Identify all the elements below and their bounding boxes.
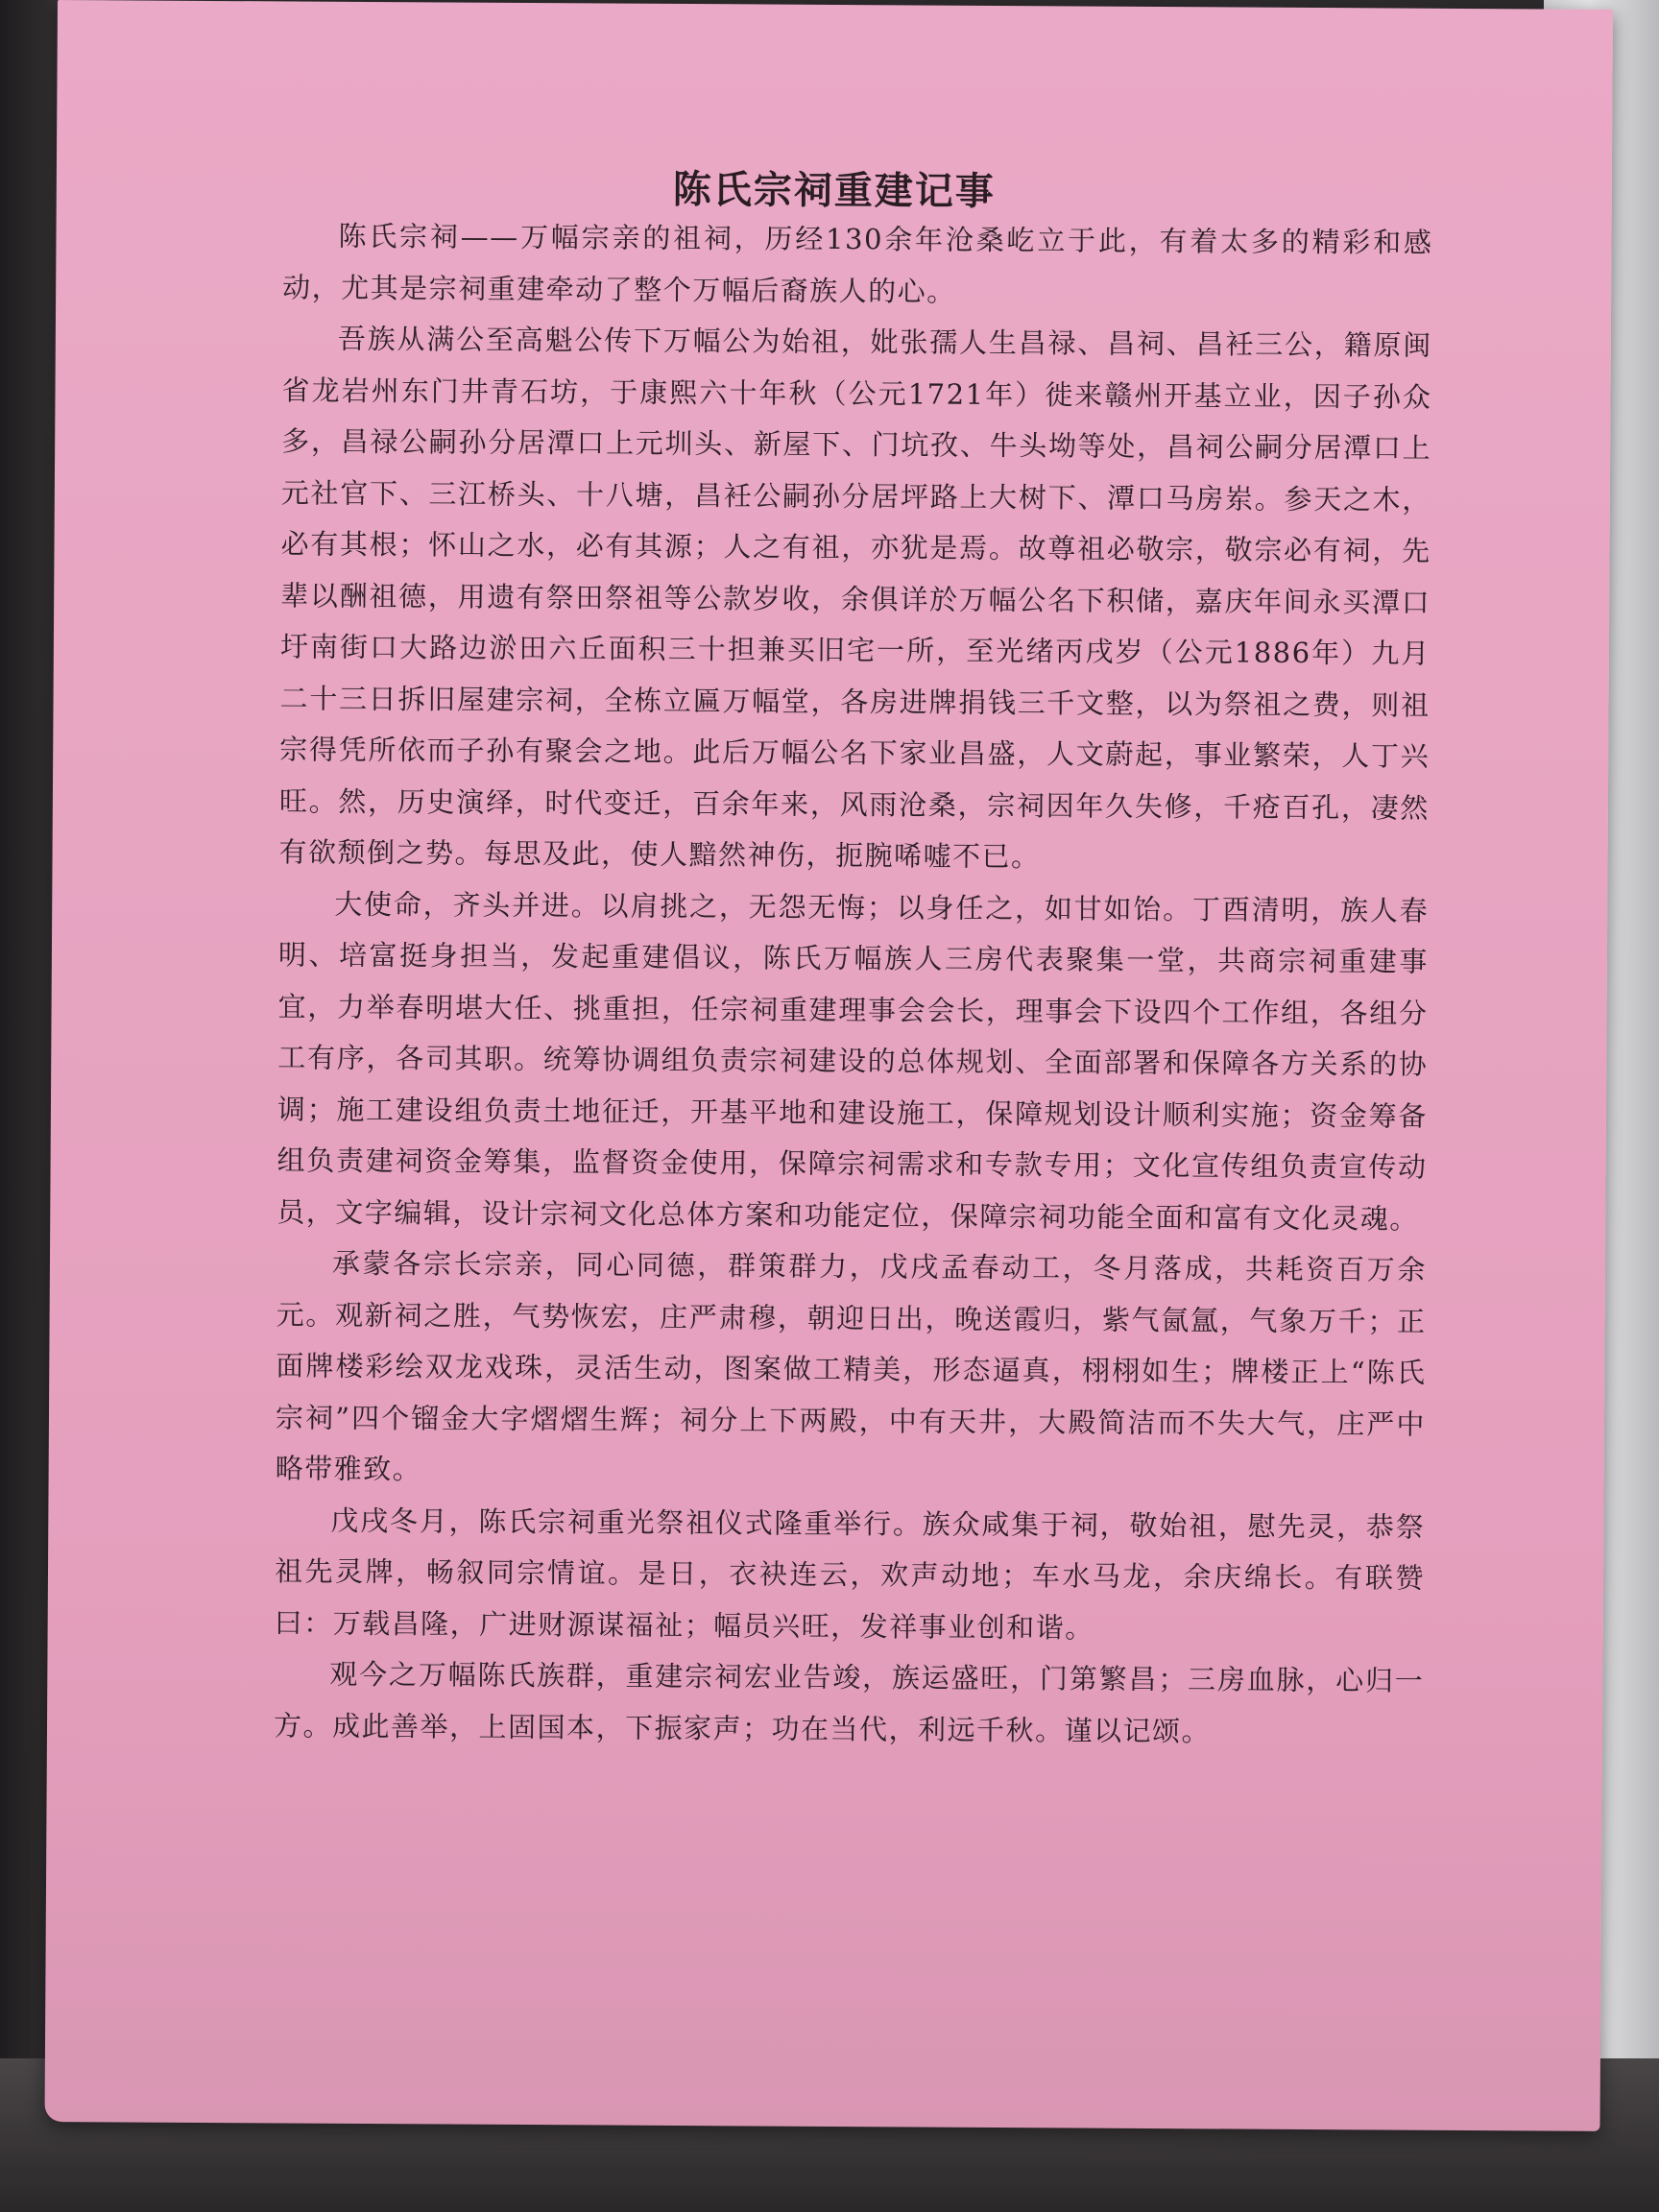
- paragraph-1: 陈氏宗祠——万幅宗亲的祖祠，历经130余年沧桑屹立于此，有着太多的精彩和感动，尤其是宗祠重建牵动了整个万幅后裔族人的心。: [282, 219, 1433, 308]
- paragraph-5: 戊戌冬月，陈氏宗祠重光祭祖仪式隆重举行。族众咸集于祠，敬始祖，慰先灵，恭祭祖先灵牌，畅叙同宗情谊。是日，衣袂连云，欢声动地；车水马龙，余庆绵长。有联赞曰：万载昌隆，广进财源谋福祉；幅员兴旺，发祥事业创和谐。: [274, 1503, 1426, 1645]
- pink-paper-sheet: [44, 0, 1612, 2131]
- paragraph-2: 吾族从满公至高魁公传下万幅公为始祖，妣张孺人生昌禄、昌祠、昌衽三公，籍原闽省龙岩州东门井青石坊，于康熙六十年秋（公元1721年）徙来赣州开基立业，因子孙众多，昌禄公嗣孙分居潭口上元圳头、新屋下、门坑孜、牛头坳等处，昌祠公嗣分居潭口上元社官下、三江桥头、十八塘，昌衽公嗣孙分居坪路上大树下、潭口马房岽。参天之木，必有其根；怀山之水，必有其源；人之有祖，亦犹是焉。故尊祖必敬宗，敬宗必有祠，先辈以酬祖德，用遗有祭田祭祖等公款岁收，余俱详於万幅公名下积储，嘉庆年间永买潭口圩南街口大路边淤田六丘面积三十担兼买旧宅一所，至光绪丙戌岁（公元1886年）九月二十三日拆旧屋建宗祠，全栋立匾万幅堂，各房进牌捐钱三千文整，以为祭祖之费，则祖宗得凭所依而子孙有聚会之地。此后万幅公名下家业昌盛，人文蔚起，事业繁荣，人丁兴旺。然，历史演绎，时代变迁，百余年来，风雨沧桑，宗祠因年久失修，千疮百孔，凄然有欲颓倒之势。每思及此，使人黯然神伤，扼腕唏嘘不已。: [278, 322, 1432, 874]
- page-title: 陈氏宗祠重建记事: [672, 166, 996, 214]
- article-body: [274, 210, 1433, 1758]
- paragraph-4: 承蒙各宗长宗亲，同心同德，群策群力，戊戌孟春动工，冬月落成，共耗资百万余元。观新祠之胜，气势恢宏，庄严肃穆，朝迎日出，晚送霞归，紫气氤氲，气象万千；正面牌楼彩绘双龙戏珠，灵活生动，图案做工精美，形态逼真，栩栩如生；牌楼正上“陈氏宗祠”四个镏金大字熠熠生辉；祠分上下两殿，中有天井，大殿简洁而不失大气，庄严中略带雅致。: [275, 1246, 1428, 1486]
- paragraph-6: 观今之万幅陈氏族群，重建宗祠宏业告竣，族运盛旺，门第繁昌；三房血脉，心归一方。成此善举，上固国本，下振家声；功在当代，利远千秋。谨以记颂。: [273, 1657, 1425, 1747]
- paragraph-3: 大使命，齐头并进。以肩挑之，无怨无悔；以身任之，如甘如饴。丁酉清明，族人春明、培富挺身担当，发起重建倡议，陈氏万幅族人三房代表聚集一堂，共商宗祠重建事宜，力举春明堪大任、挑重担，任宗祠重建理事会会长，理事会下设四个工作组，各组分工有序，各司其职。统筹协调组负责宗祠建设的总体规划、全面部署和保障各方关系的协调；施工建设组负责土地征迁，开基平地和建设施工，保障规划设计顺利实施；资金筹备组负责建祠资金筹集，监督资金使用，保障宗祠需求和专款专用；文化宣传组负责宣传动员，文字编辑，设计宗祠文化总体方案和功能定位，保障宗祠功能全面和富有文化灵魂。: [276, 887, 1430, 1236]
